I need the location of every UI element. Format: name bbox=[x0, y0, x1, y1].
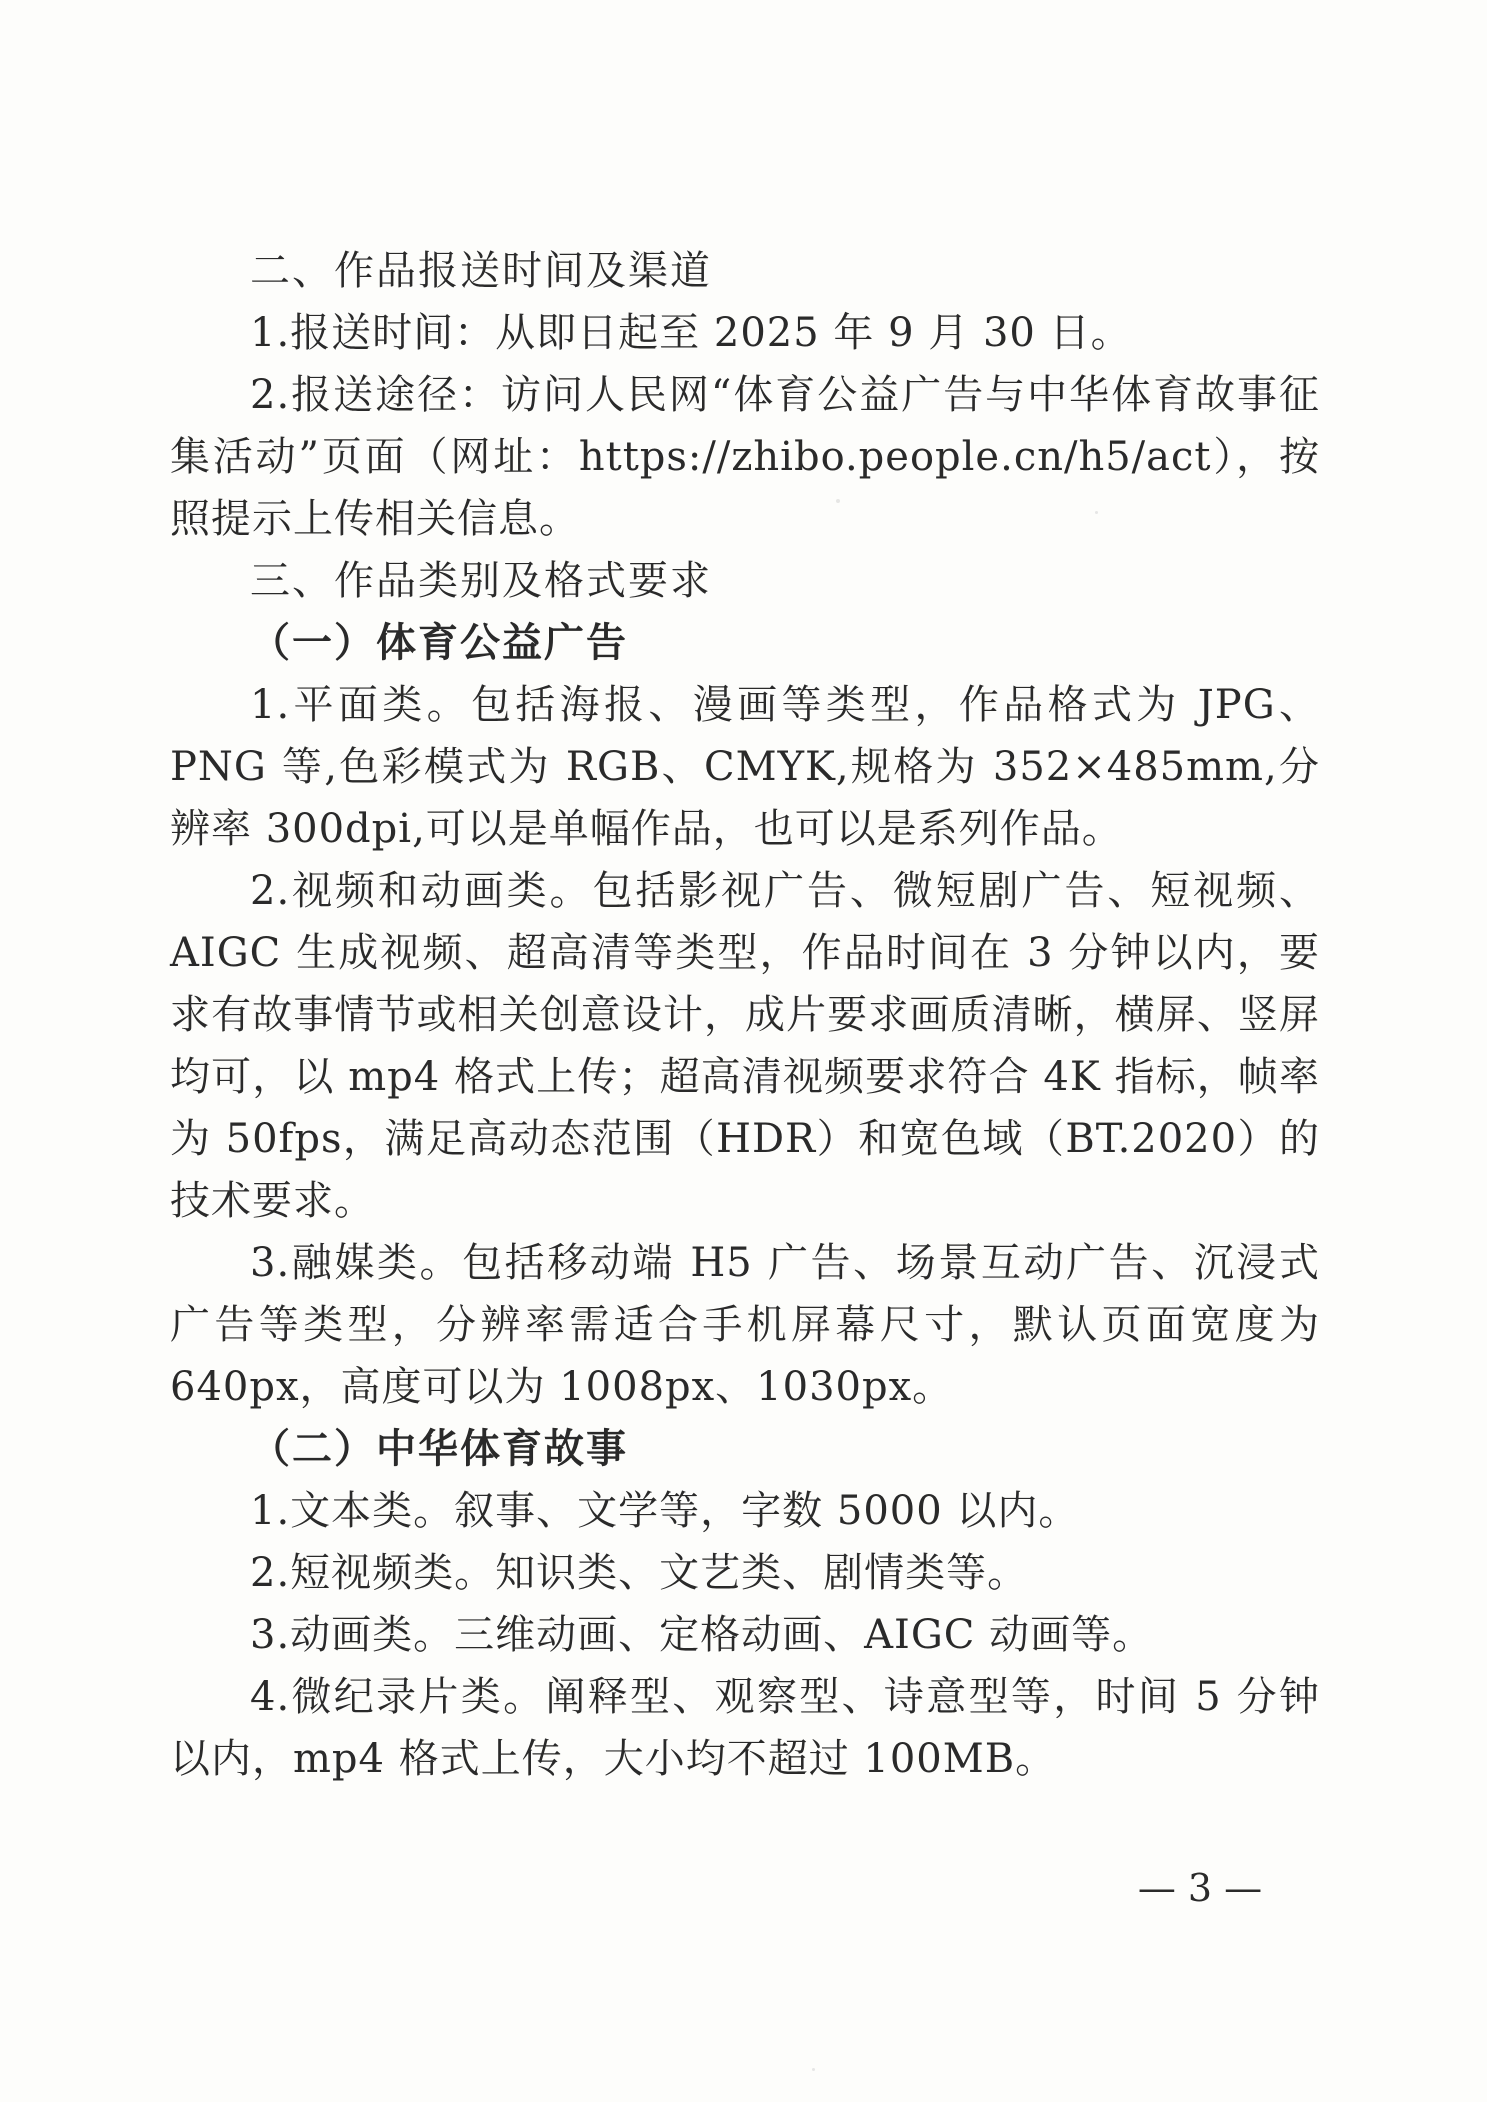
paragraph-video-category: 2.视频和动画类。包括影视广告、微短剧广告、短视频、AIGC 生成视频、超高清等类型，作品时间在 3 分钟以内，要求有故事情节或相关创意设计，成片要求画质清晰，横屏、竖屏均可，以 mp4 格式上传；超高清视频要求符合 4K 指标，帧率为 50fps，满足高动态范围（HDR）和宽色域（BT.2020）的技术要求。 bbox=[170, 868, 1320, 1224]
scan-smudge bbox=[1095, 511, 1098, 514]
page-number: — 3 — bbox=[1137, 1866, 1263, 1910]
scan-smudge bbox=[836, 499, 840, 503]
paragraph-media-category: 3.融媒类。包括移动端 H5 广告、场景互动广告、沉浸式广告等类型，分辨率需适合手机屏幕尺寸，默认页面宽度为 640px，高度可以为 1008px、1030px。 bbox=[170, 1240, 1320, 1410]
paragraph-submission-channel: 2.报送途径：访问人民网“体育公益广告与中华体育故事征集活动”页面（网址：https://zhibo.people.cn/h5/act），按照提示上传相关信息。 bbox=[170, 372, 1320, 542]
paragraph-text-category: 1.文本类。叙事、文学等，字数 5000 以内。 bbox=[250, 1488, 1080, 1534]
subheading-sports-stories: （二）中华体育故事 bbox=[250, 1425, 628, 1472]
body-text bbox=[170, 240, 1320, 1790]
section-heading-submission: 二、作品报送时间及渠道 bbox=[250, 248, 712, 294]
subheading-public-ads: （一）体育公益广告 bbox=[250, 619, 628, 666]
section-heading-categories: 三、作品类别及格式要求 bbox=[250, 558, 712, 604]
paragraph-print-category: 1.平面类。包括海报、漫画等类型，作品格式为 JPG、PNG 等,色彩模式为 RGB、CMYK,规格为 352×485mm,分辨率 300dpi,可以是单幅作品，也可以是系列作品。 bbox=[170, 682, 1320, 852]
paragraph-documentary-category: 4.微纪录片类。阐释型、观察型、诗意型等，时间 5 分钟以内，mp4 格式上传，大小均不超过 100MB。 bbox=[170, 1674, 1320, 1782]
scan-smudge bbox=[812, 2068, 815, 2071]
paragraph-submission-time: 1.报送时间：从即日起至 2025 年 9 月 30 日。 bbox=[250, 310, 1132, 356]
paragraph-animation-category: 3.动画类。三维动画、定格动画、AIGC 动画等。 bbox=[250, 1612, 1154, 1658]
paragraph-short-video-category: 2.短视频类。知识类、文艺类、剧情类等。 bbox=[250, 1550, 1029, 1596]
